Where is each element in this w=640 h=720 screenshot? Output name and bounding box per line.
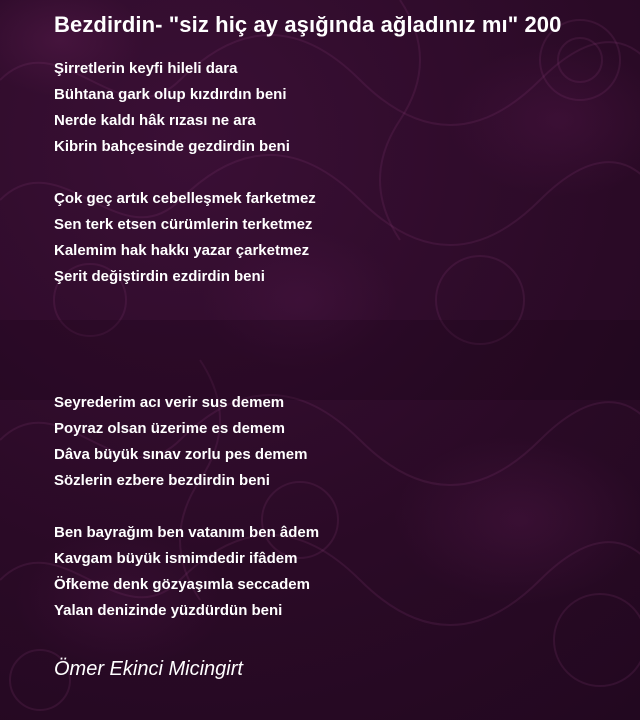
- poem-line: Nerde kaldı hâk rızası ne ara: [54, 112, 256, 129]
- poem-line: Kibrin bahçesinde gezdirdin beni: [54, 138, 290, 155]
- poem-line: Sen terk etsen cürümlerin terketmez: [54, 216, 313, 233]
- poem-line: Poyraz olsan üzerime es demem: [54, 420, 285, 437]
- author-name: Ömer Ekinci Micingirt: [54, 658, 243, 680]
- poem-line: Dâva büyük sınav zorlu pes demem: [54, 446, 308, 463]
- poem-line: Sözlerin ezbere bezdirdin beni: [54, 472, 270, 489]
- poem-line: Seyrederim acı verir sus demem: [54, 394, 285, 411]
- poem-body: [54, 56, 614, 650]
- poem-line: Şirretlerin keyfi hileli dara: [54, 60, 238, 77]
- poem-line: Çok geç artık cebelleşmek farketmez: [54, 190, 316, 207]
- poem-title: Bezdirdin- "siz hiç ay aşığında ağladınız mı" 200: [54, 12, 562, 37]
- poem-line: Bühtana gark olup kızdırdın beni: [54, 86, 287, 103]
- stanza-2: [54, 186, 614, 290]
- poem-line: Yalan denizinde yüzdürdün beni: [54, 602, 283, 619]
- poem-line: Ben bayrağım ben vatanım ben âdem: [54, 524, 320, 541]
- poem-line: Öfkeme denk gözyaşımla seccadem: [54, 576, 310, 593]
- stanza-3: [54, 390, 614, 494]
- stanza-4: [54, 520, 614, 624]
- stanza-1: [54, 56, 614, 160]
- poem-line: Kavgam büyük ismimdedir ifâdem: [54, 550, 298, 567]
- poem-line: Kalemim hak hakkı yazar çarketmez: [54, 242, 310, 259]
- poem-line: Şerit değiştirdin ezdirdin beni: [54, 268, 265, 285]
